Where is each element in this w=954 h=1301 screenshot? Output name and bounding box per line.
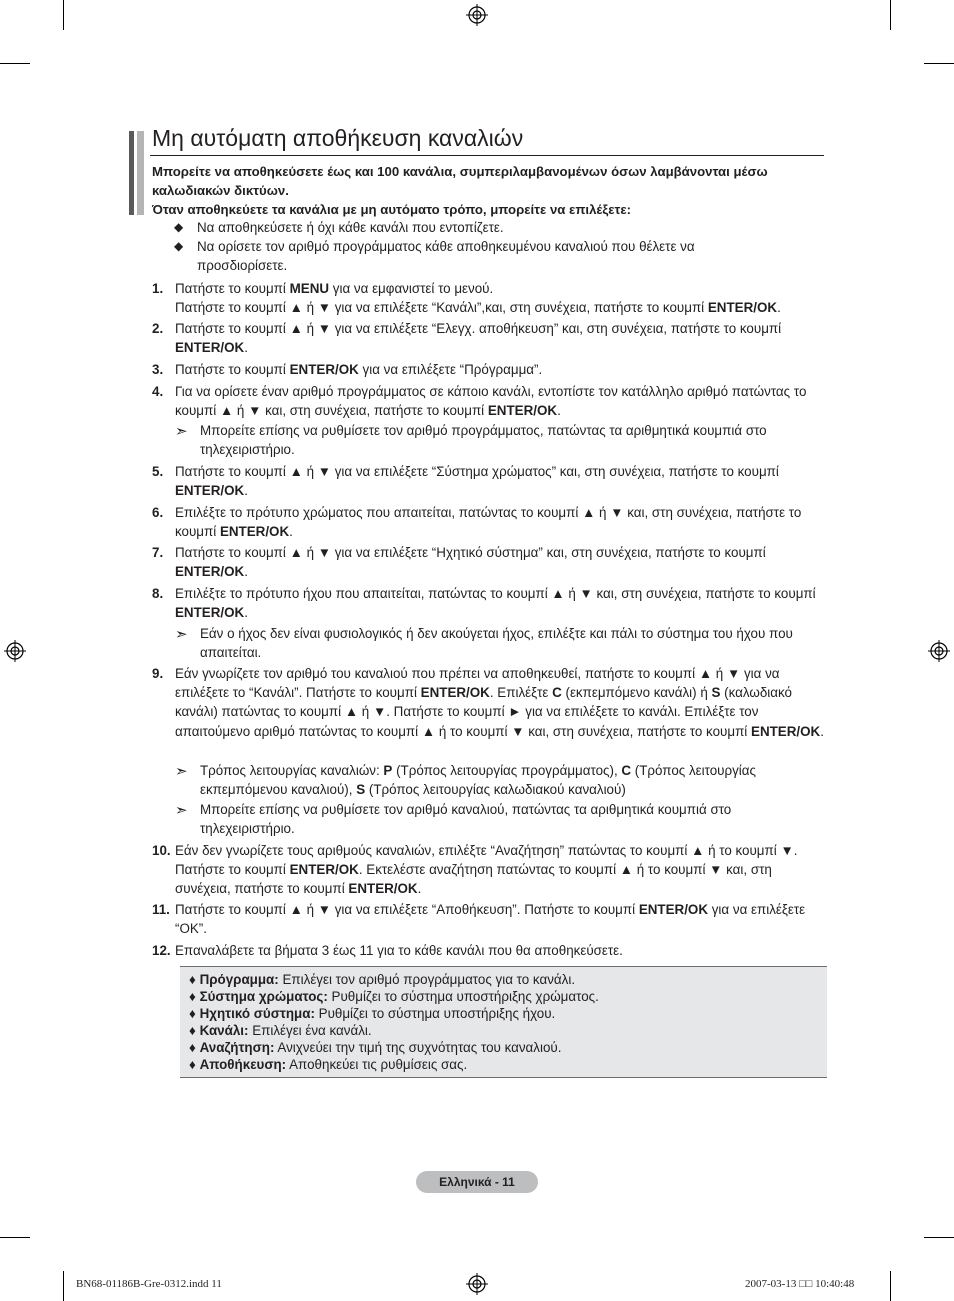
step-number: 1. xyxy=(152,281,164,296)
note-arrow-icon: ➣ xyxy=(175,763,188,780)
step-text: (Τρόπος λειτουργίας προγράμματος), xyxy=(392,763,622,778)
registration-mark-icon xyxy=(928,640,950,662)
registration-mark-icon xyxy=(4,640,26,662)
diamond-bullet-icon: ◆ xyxy=(174,239,184,253)
step-text: . xyxy=(777,300,781,316)
step-text: . Εκτελέστε αναζήτηση πατώντας το κουμπί ▲ ή το κουμπί ▼ και, στη συνέχεια, πατήστε το κουμπί xyxy=(175,862,772,897)
glossary-term: Πρόγραμμα: xyxy=(199,972,279,987)
key-name: ENTER/OK xyxy=(175,564,245,580)
key-name: ENTER/OK xyxy=(175,340,245,356)
step-body xyxy=(175,941,825,960)
glossary-bullet-icon: ♦ xyxy=(189,1023,196,1038)
step-text: Τρόπος λειτουργίας καναλιών: xyxy=(200,763,384,778)
step-text: για να εμφανιστεί το μενού. xyxy=(329,281,494,296)
glossary-bullet-icon: ♦ xyxy=(189,1057,196,1072)
glossary-desc: Επιλέγει τον αριθμό προγράμματος για το κανάλι. xyxy=(278,972,576,987)
step-text: για να επιλέξετε “OK”. xyxy=(175,902,806,937)
key-name: ENTER/OK xyxy=(638,902,709,917)
glossary-term: Ηχητικό σύστημα: xyxy=(199,1006,315,1021)
step-text: . xyxy=(557,403,561,419)
note-text xyxy=(200,761,820,799)
bullet-text: Να αποθηκεύσετε ή όχι κάθε κανάλι που εντοπίζετε. xyxy=(197,220,504,235)
note-text: Εάν ο ήχος δεν είναι φυσιολογικός ή δεν ακούγεται ήχος, επιλέξτε και πάλι το σύστημα του ήχου που απαιτείται. xyxy=(200,626,793,661)
intro-text xyxy=(152,162,824,219)
step-body xyxy=(175,664,825,741)
key-name: ENTER/OK xyxy=(420,685,490,701)
note-arrow-icon: ➣ xyxy=(175,423,188,440)
key-name: C xyxy=(552,685,562,701)
step-number: 9. xyxy=(152,666,164,681)
step-number: 8. xyxy=(152,586,164,601)
step-body xyxy=(175,319,825,357)
note-arrow-icon: ➣ xyxy=(175,626,188,643)
step-number: 6. xyxy=(152,505,164,520)
step-text: Επαναλάβετε τα βήματα 3 έως 11 για το κάθε κανάλι που θα αποθηκεύσετε. xyxy=(175,943,623,958)
note-text: Μπορείτε επίσης να ρυθμίσετε τον αριθμό προγράμματος, πατώντας τα αριθμητικά κουμπιά στο τηλεχειριστήριο. xyxy=(200,423,767,458)
page-title: Μη αυτόματη αποθήκευση καναλιών xyxy=(152,125,524,151)
step-text: Πατήστε το κουμπί xyxy=(175,362,290,377)
glossary-desc: Ρυθμίζει το σύστημα υποστήριξης χρώματος. xyxy=(327,989,599,1004)
step-text: Επιλέξτε το πρότυπο ήχου που απαιτείται, πατώντας το κουμπί ▲ ή ▼ και, στη συνέχεια, πατήστε το κουμπί xyxy=(175,586,816,601)
step-text: Πατήστε το κουμπί ▲ ή ▼ για να επιλέξετε “Αποθήκευση”. Πατήστε το κουμπί xyxy=(175,902,639,917)
title-accent-bar xyxy=(137,131,144,215)
key-name: ENTER/OK xyxy=(289,362,359,377)
crop-mark xyxy=(924,1237,954,1238)
page-number-badge: Ελληνικά - 11 xyxy=(416,1171,538,1193)
step-text: Πατήστε το κουμπί ▲ ή ▼ για να επιλέξετε “Κανάλι”,και, στη συνέχεια, πατήστε το κουμπί xyxy=(175,300,708,316)
glossary-desc: Ανιχνεύει την τιμή της συχνότητας του καναλιού. xyxy=(274,1040,562,1055)
key-name: ENTER/OK xyxy=(487,403,558,419)
key-name: C xyxy=(621,763,632,778)
key-name: S xyxy=(711,685,721,701)
glossary-term: Αποθήκευση: xyxy=(199,1057,287,1072)
glossary-desc: Ρυθμίζει το σύστημα υποστήριξης ήχου. xyxy=(314,1006,556,1021)
key-name: ENTER/OK xyxy=(219,524,290,540)
step-text: . xyxy=(244,483,248,499)
step-text: Πατήστε το κουμπί ▲ ή ▼ για να επιλέξετε “Ελεγχ. αποθήκευση” και, στη συνέχεια, πατήστε το κουμπί xyxy=(175,321,782,336)
step-text: . xyxy=(289,524,293,540)
crop-mark xyxy=(63,0,64,30)
step-text: Εάν δεν γνωρίζετε τους αριθμούς καναλιών, επιλέξτε “Αναζήτηση” πατώντας το κουμπί ▲ ή το κουμπί ▼. Πατήστε το κουμπί xyxy=(175,843,798,878)
step-text: Επιλέξτε το πρότυπο χρώματος που απαιτείται, πατώντας το κουμπί ▲ ή ▼ και, στη συνέχεια, πατήστε το κουμπί xyxy=(175,505,802,540)
glossary-bullet-icon: ♦ xyxy=(189,1040,196,1055)
step-text: (καλωδιακό κανάλι) πατώντας το κουμπί ▲ ή ▼. Πατήστε το κουμπί ► για να επιλέξετε το κανάλι. Επιλέξτε τον απαιτούμενο αριθμό πατώντας το κουμπί ▲ ή το κουμπί ▼ και, στη συνέχεια, πατήστε το κουμπί xyxy=(175,685,792,739)
step-number: 12. xyxy=(152,943,171,958)
slug-filename: BN68-01186B-Gre-0312.indd 11 xyxy=(76,1278,222,1290)
bullet-text: Να ορίσετε τον αριθμό προγράμματος κάθε αποθηκευμένου καναλιού που θέλετε να προσδιορίσετε. xyxy=(197,239,695,273)
step-body xyxy=(175,584,825,622)
slug-timestamp: 2007-03-13 □□ 10:40:48 xyxy=(745,1278,855,1290)
crop-mark xyxy=(924,63,954,64)
crop-mark xyxy=(63,1271,64,1301)
step-text: . xyxy=(244,564,248,580)
step-text: . xyxy=(820,723,824,739)
step-number: 2. xyxy=(152,321,164,336)
title-rule xyxy=(150,155,824,156)
diamond-bullet-icon: ◆ xyxy=(174,220,184,234)
registration-mark-icon xyxy=(466,4,488,26)
step-text: Για να ορίσετε έναν αριθμό προγράμματος σε κάποιο κανάλι, εντοπίστε τον κατάλληλο αριθμό πατώντας το κουμπί ▲ ή ▼ και, στη συνέχεια, πατήστε το κουμπί xyxy=(175,384,807,419)
glossary-item xyxy=(189,1005,555,1022)
glossary-item xyxy=(189,1056,467,1073)
glossary-bullet-icon: ♦ xyxy=(189,989,196,1004)
glossary-desc: Επιλέγει ένα κανάλι. xyxy=(248,1023,372,1038)
key-name: S xyxy=(356,782,366,798)
step-number: 4. xyxy=(152,384,164,399)
glossary-item xyxy=(189,1039,561,1056)
glossary-bullet-icon: ♦ xyxy=(189,1006,196,1021)
glossary-item xyxy=(189,971,575,988)
crop-mark xyxy=(0,63,30,64)
step-text: (εκπεμπόμενο κανάλι) ή xyxy=(561,685,712,701)
step-text: . xyxy=(417,881,422,897)
step-body xyxy=(175,841,825,899)
glossary-term: Κανάλι: xyxy=(199,1023,249,1038)
glossary-box xyxy=(180,966,827,1078)
step-body xyxy=(175,360,825,379)
intro-line: Μπορείτε να αποθηκεύσετε έως και 100 κανάλια, συμπεριλαμβανομένων όσων λαμβάνονται μέσω καλωδιακών δικτύων. xyxy=(152,164,768,198)
crop-mark xyxy=(0,1237,30,1238)
key-name: ENTER/OK xyxy=(751,723,821,739)
step-number: 3. xyxy=(152,362,164,377)
step-text: για να επιλέξετε “Πρόγραμμα”. xyxy=(358,362,543,377)
glossary-item xyxy=(189,988,599,1005)
step-body xyxy=(175,900,825,938)
registration-mark-icon xyxy=(466,1273,488,1295)
step-number: 7. xyxy=(152,545,164,560)
step-number: 10. xyxy=(152,843,171,858)
note-arrow-icon: ➣ xyxy=(175,802,188,819)
key-name: P xyxy=(383,763,393,778)
crop-mark xyxy=(890,0,891,30)
step-body xyxy=(175,543,825,581)
step-number: 11. xyxy=(152,902,170,917)
step-text: Πατήστε το κουμπί ▲ ή ▼ για να επιλέξετε “Ηχητικό σύστημα” και, στη συνέχεια, πατήστε το κουμπί xyxy=(175,545,766,560)
note-text: Μπορείτε επίσης να ρυθμίσετε τον αριθμό καναλιού, πατώντας τα αριθμητικά κουμπιά στο τηλεχειριστήριο. xyxy=(200,802,732,837)
key-name: ENTER/OK xyxy=(707,300,778,316)
step-number: 5. xyxy=(152,464,164,479)
step-text: Πατήστε το κουμπί ▲ ή ▼ για να επιλέξετε “Σύστημα χρώματος” και, στη συνέχεια, πατήστε το κουμπί xyxy=(175,464,779,479)
step-body xyxy=(175,382,825,420)
step-text: Πατήστε το κουμπί xyxy=(175,281,290,296)
step-text: Εάν γνωρίζετε τον αριθμό του καναλιού που πρέπει να αποθηκευθεί, πατήστε το κουμπί ▲ ή ▼ για να επιλέξετε το “Κανάλι”. Πατήστε το κουμπί xyxy=(175,666,780,701)
crop-mark xyxy=(890,1271,891,1301)
glossary-term: Σύστημα χρώματος: xyxy=(199,989,328,1004)
title-accent-bar xyxy=(129,131,134,215)
step-body xyxy=(175,503,825,541)
intro-line: Όταν αποθηκεύετε τα κανάλια με μη αυτόματο τρόπο, μπορείτε να επιλέξετε: xyxy=(152,202,632,217)
key-name: MENU xyxy=(289,281,330,296)
step-text: (Τρόπος λειτουργίας καλωδιακού καναλιού) xyxy=(365,782,626,798)
step-text: . Επιλέξτε xyxy=(489,685,553,701)
glossary-desc: Αποθηκεύει τις ρυθμίσεις σας. xyxy=(286,1057,468,1072)
step-text: (Τρόπος λειτουργίας εκπεμπόμενου καναλιού), xyxy=(200,763,756,798)
key-name: ENTER/OK xyxy=(175,605,245,621)
glossary-bullet-icon: ♦ xyxy=(189,972,196,987)
key-name: ENTER/OK xyxy=(289,862,359,878)
glossary-term: Αναζήτηση: xyxy=(199,1040,275,1055)
key-name: ENTER/OK xyxy=(348,881,418,897)
step-body xyxy=(175,462,825,500)
step-text: . xyxy=(244,340,248,356)
glossary-item xyxy=(189,1022,372,1039)
step-text: . xyxy=(244,605,248,621)
key-name: ENTER/OK xyxy=(175,483,245,499)
step-body xyxy=(175,279,825,317)
